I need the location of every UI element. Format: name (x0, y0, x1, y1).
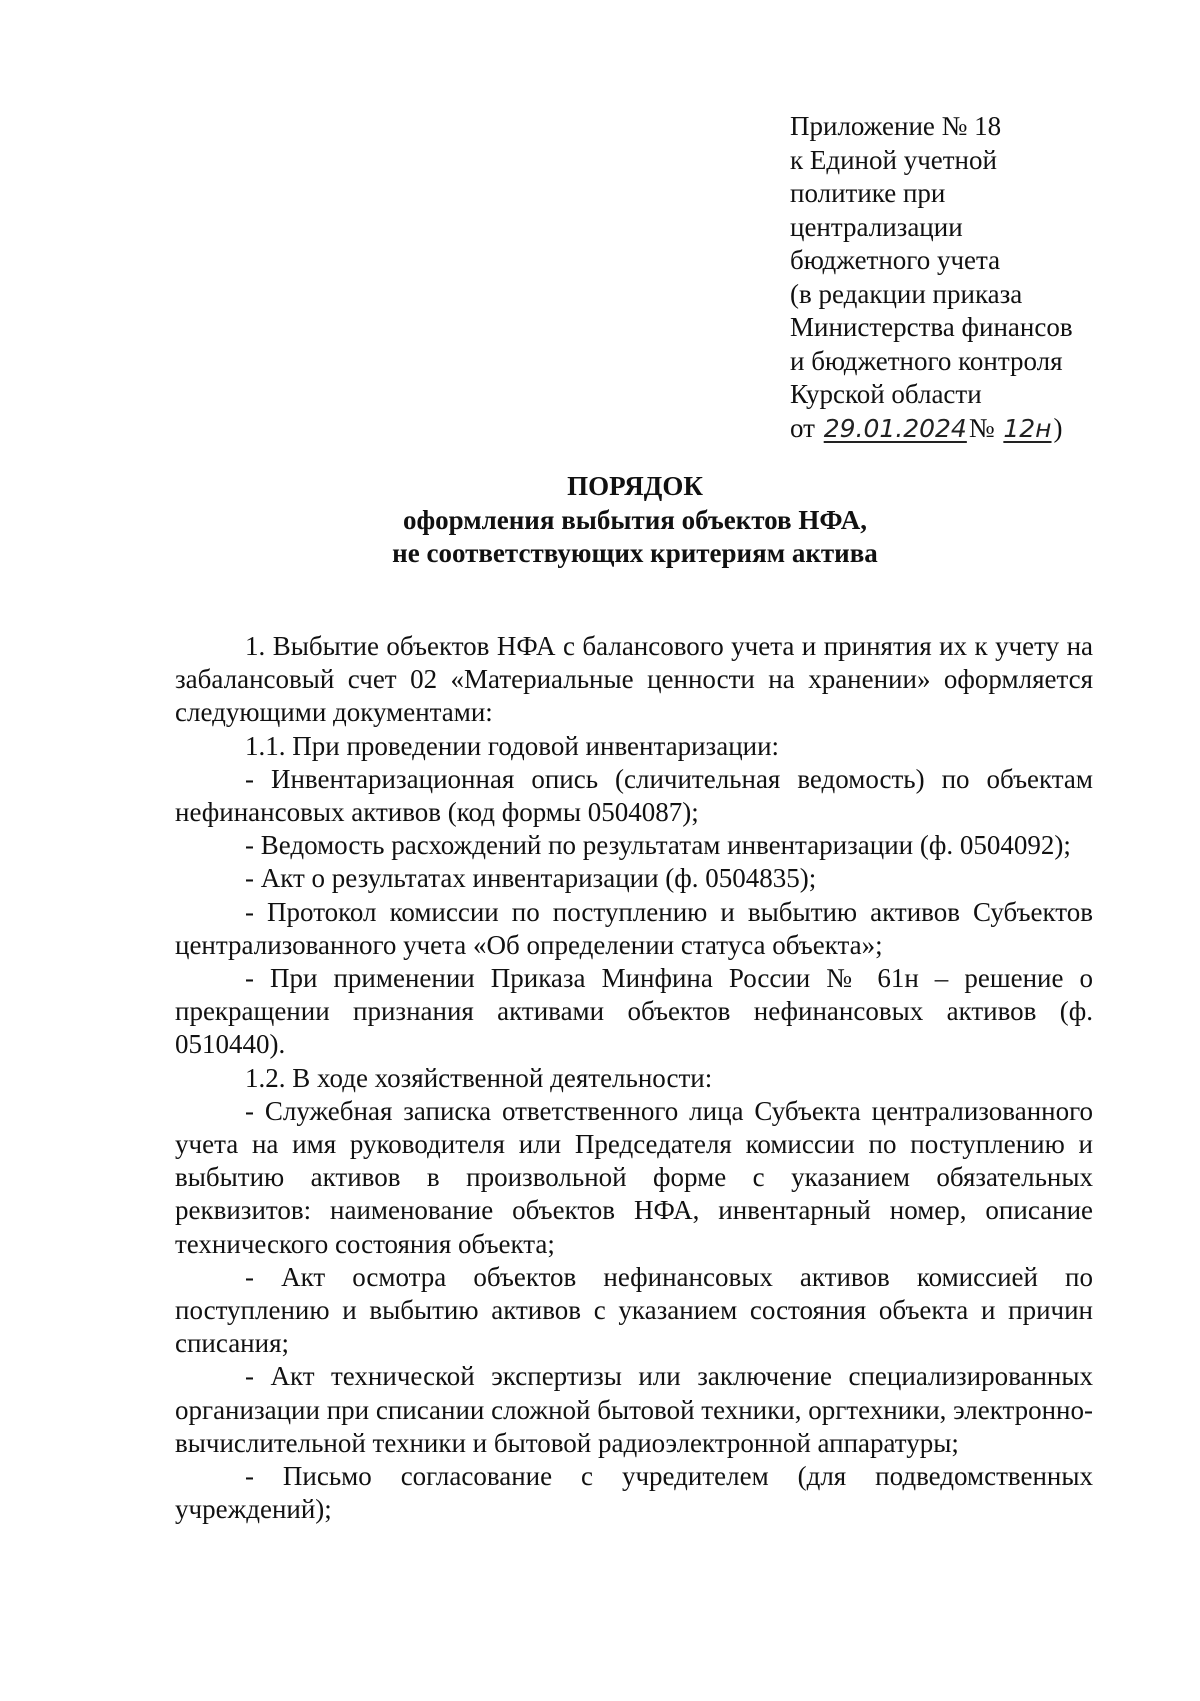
appendix-line: Приложение № 18 (790, 111, 1002, 141)
title-sub: не соответствующих критериям актива (392, 538, 878, 568)
appendix-line: (в редакции приказа (790, 278, 1023, 309)
closing-paren: ) (1053, 412, 1063, 443)
number-prefix: № (968, 412, 995, 443)
paragraph: - Акт осмотра объектов нефинансовых активов комиссией по поступлению и выбытию активов с указанием состояния объекта и причин списания; (175, 1261, 1093, 1359)
paragraph: 1.2. В ходе хозяйственной деятельности: (245, 1062, 713, 1093)
appendix-line: централизации (790, 211, 963, 242)
date-prefix: от (790, 412, 815, 443)
paragraph: - При применении Приказа Минфина России № 61н – решение о прекращении признания активами объектов нефинансовых активов (ф. 0510440). (175, 963, 1093, 1060)
document-title (0, 470, 1200, 571)
paragraph: - Служебная записка ответственного лица Субъекта централизованного учета на имя руководителя или Председателя комиссии по поступлению и выбытию активов в произвольной форме с указанием обязательных реквизитов: наименование объектов НФА, инвентарный номер, описание технического состояния объекта; (175, 1095, 1093, 1259)
handwritten-number: 12н (1003, 413, 1052, 443)
appendix-line: к Единой учетной (790, 144, 997, 175)
paragraph: - Ведомость расхождений по результатам инвентаризации (ф. 0504092); (245, 830, 1071, 861)
appendix-header (790, 110, 1130, 445)
paragraph: - Протокол комиссии по поступлению и выбытию активов Субъектов централизованного учета «Об определении статуса объекта»; (175, 896, 1093, 960)
paragraph: 1.1. При проведении годовой инвентаризации: (245, 730, 780, 761)
document-body (175, 630, 1093, 1526)
appendix-line: Министерства финансов (790, 312, 1073, 342)
paragraph: - Письмо согласование с учредителем (для подведомственных учреждений); (175, 1461, 1093, 1525)
paragraph: - Акт о результатах инвентаризации (ф. 0504835); (245, 863, 817, 894)
handwritten-date: 29.01.2024 (823, 413, 967, 443)
paragraph: - Инвентаризационная опись (сличительная ведомость) по объектам нефинансовых активов (код формы 0504087); (175, 763, 1093, 828)
appendix-line: и бюджетного контроля (790, 345, 1063, 376)
paragraph: 1. Выбытие объектов НФА с балансового учета и принятия их к учету на забалансовый счет 02 «Материальные ценности на хранении» оформляется следующими документами: (175, 631, 1093, 728)
appendix-date-line (790, 412, 1130, 446)
paragraph: - Акт технической экспертизы или заключение специализированных организации при списании сложной бытовой техники, оргтехники, электронно-вычислительной техники и бытовой радиоэлектронной аппаратуры; (175, 1361, 1093, 1458)
appendix-line: политике при (790, 178, 946, 208)
appendix-line: бюджетного учета (790, 245, 1001, 275)
appendix-line: Курской области (790, 379, 982, 409)
title-sub: оформления выбытия объектов НФА, (402, 504, 868, 535)
title-main: ПОРЯДОК (567, 471, 703, 501)
